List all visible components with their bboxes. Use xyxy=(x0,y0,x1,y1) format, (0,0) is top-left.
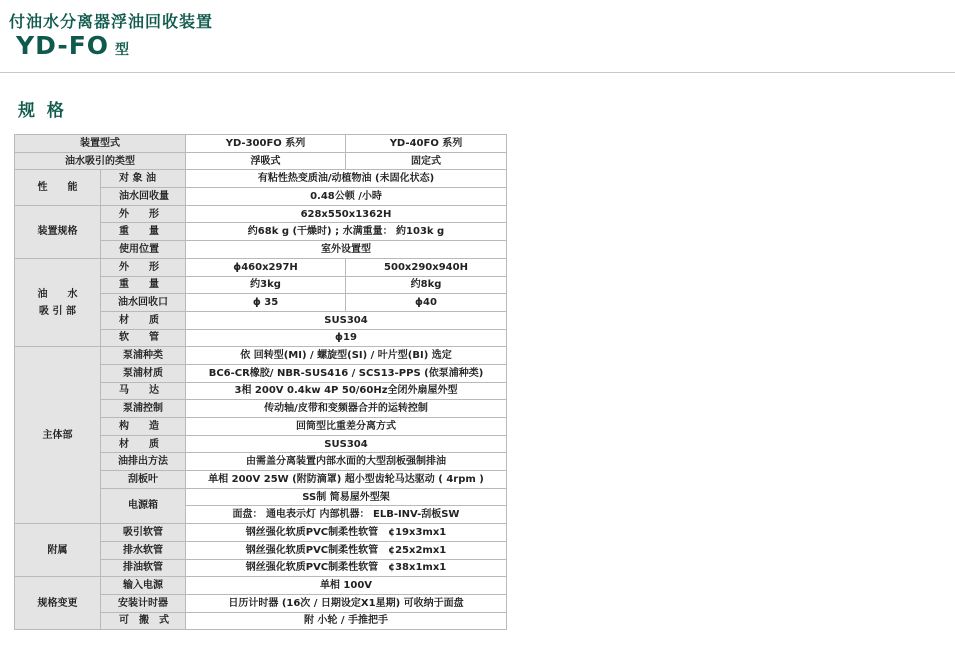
suction-port-b: ϕ40 xyxy=(346,294,507,312)
discharge-value: 由需盖分离装置内部水面的大型刮板强制排油 xyxy=(186,453,507,471)
perf-target-value: 有粘性热变质油/动植物油 (未固化状态) xyxy=(186,170,507,188)
suction-type-b: 固定式 xyxy=(346,152,507,170)
suction-port-a: ϕ 35 xyxy=(186,294,346,312)
pump-control-label: 泵浦控制 xyxy=(101,400,186,418)
suction-port-label: 油水回收口 xyxy=(101,294,186,312)
model-suffix: 型 xyxy=(115,42,130,58)
motor-label: 马 达 xyxy=(101,382,186,400)
device-location-value: 室外设置型 xyxy=(186,241,507,259)
device-weight-value: 约68k g (干燥时) ; 水满重量： 約103k g xyxy=(186,223,507,241)
motor-value: 3相 200V 0.4kw 4P 50/60Hz全闭外扇屋外型 xyxy=(186,382,507,400)
suction-shape-b: 500x290x940H xyxy=(346,258,507,276)
suction-group-line2: 吸 引 部 xyxy=(39,305,76,317)
structure-value: 回筒型比重差分离方式 xyxy=(186,418,507,436)
acc-drain-hose-value: 钢丝强化软质PVC制柔性软管 ¢25x2mx1 xyxy=(186,541,507,559)
spec-table xyxy=(14,134,507,630)
model-name: YD-FO xyxy=(16,31,110,60)
type-label: 装置型式 xyxy=(15,135,186,153)
device-location-label: 使用位置 xyxy=(101,241,186,259)
opt-portable-label: 可 搬 式 xyxy=(101,612,186,630)
section-title: 规 格 xyxy=(18,101,67,121)
table-row xyxy=(15,152,507,170)
device-shape-value: 628x550x1362H xyxy=(186,205,507,223)
acc-suction-hose-label: 吸引软管 xyxy=(101,524,186,542)
model-heading xyxy=(16,31,129,60)
device-weight-label: 重 量 xyxy=(101,223,186,241)
page-title: 付油水分离器浮油回收装置 xyxy=(9,12,214,31)
table-row xyxy=(15,258,507,276)
suction-weight-label: 重 量 xyxy=(101,276,186,294)
header-divider xyxy=(0,72,955,73)
table-row xyxy=(15,170,507,188)
main-group-label: 主体部 xyxy=(15,347,101,524)
pump-type-label: 泵浦种类 xyxy=(101,347,186,365)
power-box-label: 电源箱 xyxy=(101,488,186,523)
scraper-value: 单相 200V 25W (附防滴罩) 超小型齿轮马达驱动 ( 4rpm ) xyxy=(186,471,507,489)
suction-type-label: 油水吸引的类型 xyxy=(15,152,186,170)
suction-group-line1: 油 水 xyxy=(37,288,78,300)
acc-drain-hose-label: 排水软管 xyxy=(101,541,186,559)
acc-oil-hose-value: 钢丝强化软质PVC制柔性软管 ¢38x1mx1 xyxy=(186,559,507,577)
device-shape-label: 外 形 xyxy=(101,205,186,223)
pump-material-value: BC6-CR橡胶/ NBR-SUS416 / SCS13-PPS (依泵浦种类) xyxy=(186,364,507,382)
acc-oil-hose-label: 排油软管 xyxy=(101,559,186,577)
device-group-label: 装置规格 xyxy=(15,205,101,258)
suction-hose-label: 软 管 xyxy=(101,329,186,347)
structure-label: 构 造 xyxy=(101,418,186,436)
suction-type-a: 浮吸式 xyxy=(186,152,346,170)
pump-control-value: 传动轴/皮带和变频器合并的运转控制 xyxy=(186,400,507,418)
discharge-label: 油排出方法 xyxy=(101,453,186,471)
main-material-value: SUS304 xyxy=(186,435,507,453)
perf-group-label: 性 能 xyxy=(15,170,101,205)
power-box-line1: SS制 简易屋外型架 xyxy=(186,488,507,506)
suction-material-label: 材 质 xyxy=(101,311,186,329)
perf-rate-label: 油水回收量 xyxy=(101,188,186,206)
opt-portable-value: 附 小轮 / 手推把手 xyxy=(186,612,507,630)
opt-power-value: 单相 100V xyxy=(186,577,507,595)
opt-power-label: 输入电源 xyxy=(101,577,186,595)
suction-material-value: SUS304 xyxy=(186,311,507,329)
table-row xyxy=(15,347,507,365)
suction-weight-a: 约3kg xyxy=(186,276,346,294)
suction-shape-label: 外 形 xyxy=(101,258,186,276)
model-a-header: YD-300FO 系列 xyxy=(186,135,346,153)
accessory-group-label: 附属 xyxy=(15,524,101,577)
suction-group-label xyxy=(15,258,101,346)
perf-rate-value: 0.48公顿 /小時 xyxy=(186,188,507,206)
scraper-label: 刮板叶 xyxy=(101,471,186,489)
table-row xyxy=(15,524,507,542)
pump-type-value: 依 回转型(MI) / 螺旋型(SI) / 叶片型(BI) 选定 xyxy=(186,347,507,365)
options-group-label: 规格变更 xyxy=(15,577,101,630)
table-row xyxy=(15,205,507,223)
pump-material-label: 泵浦材质 xyxy=(101,364,186,382)
suction-shape-a: ϕ460x297H xyxy=(186,258,346,276)
suction-weight-b: 约8kg xyxy=(346,276,507,294)
opt-timer-value: 日历计时器 (16次 / 日期设定X1星期) 可收纳于面盘 xyxy=(186,594,507,612)
power-box-line2: 面盘： 通电表示灯 内部机器： ELB-INV-刮板SW xyxy=(186,506,507,524)
perf-target-label: 对 象 油 xyxy=(101,170,186,188)
table-row xyxy=(15,577,507,595)
acc-suction-hose-value: 钢丝强化软质PVC制柔性软管 ¢19x3mx1 xyxy=(186,524,507,542)
suction-hose-value: ϕ19 xyxy=(186,329,507,347)
main-material-label: 材 质 xyxy=(101,435,186,453)
model-b-header: YD-40FO 系列 xyxy=(346,135,507,153)
table-row xyxy=(15,135,507,153)
opt-timer-label: 安装计时器 xyxy=(101,594,186,612)
